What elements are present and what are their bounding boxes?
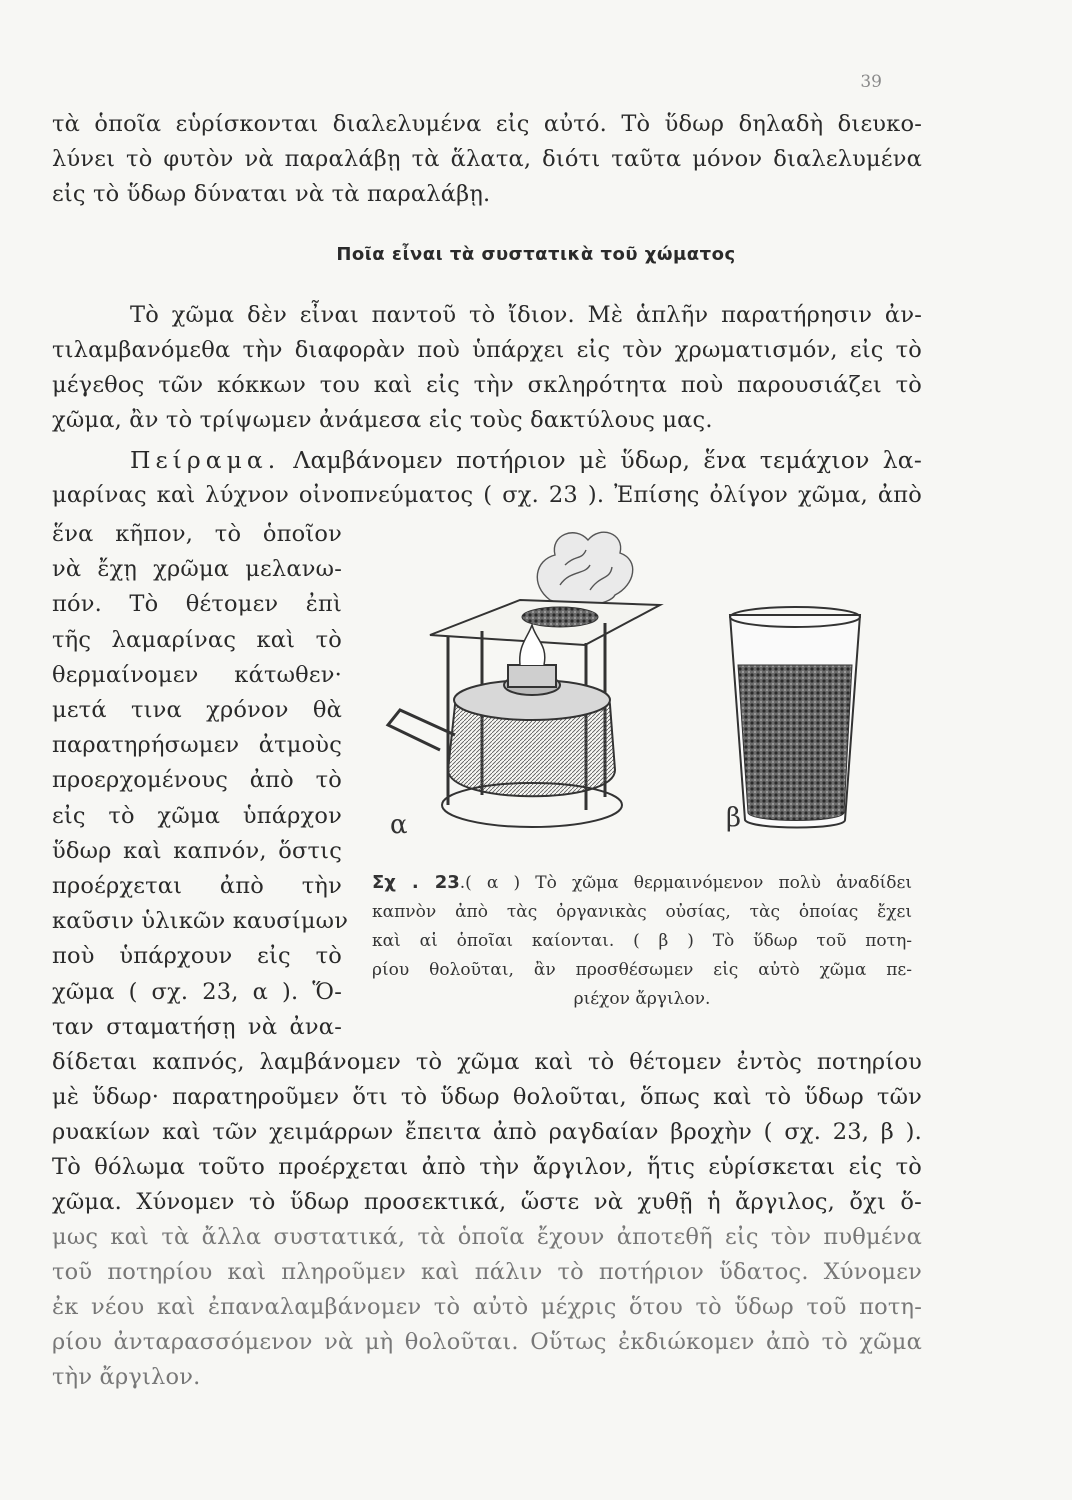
lamp-handle: [388, 710, 455, 750]
text-line: θερμαίνομεν κάτωθεν·: [52, 661, 342, 688]
text-line: μως καὶ τὰ ἄλλα συστατικά, τὰ ὁποῖα ἔχουν ἀποτεθῆ εἰς τὸν πυθμένα: [52, 1224, 922, 1250]
experiment-line: [52, 443, 922, 478]
caption-line: [372, 868, 912, 898]
text-line: τιλαμβανόμεθα τὴν διαφορὰν ποὺ ὑπάρχει εἰς τὸν χρωματισμόν, εἰς τὸ: [52, 337, 922, 363]
text-line: ἐκ νέου καὶ ἐπαναλαμβάνομεν τὸ αὐτὸ μέχρις ὅτου τὸ ὕδωρ τοῦ ποτη-: [52, 1294, 922, 1320]
text-line: Τὸ θόλωμα τοῦτο προέρχεται ἀπὸ τὴν ἄργιλον, ἥτις εὑρίσκεται εἰς τὸ: [52, 1154, 922, 1180]
paragraph-1: [52, 107, 922, 212]
text-line: νὰ ἔχῃ χρῶμα μελανω-: [52, 556, 342, 583]
figure-illustration: [360, 505, 920, 845]
smoke: [537, 532, 632, 605]
experiment-label: Πείραμα.: [130, 446, 281, 474]
text-line: τὰ ὁποῖα εὑρίσκονται διαλελυμένα εἰς αὐτό. Τὸ ὕδωρ δηλαδὴ διευκο-: [52, 111, 922, 137]
caption-line: ρίου θολοῦται, ἂν προσθέσωμεν εἰς αὐτὸ χῶμα πε-: [372, 960, 912, 980]
soil-heap: [522, 607, 598, 627]
text-line: χῶμα, ἂν τὸ τρίψωμεν ἀνάμεσα εἰς τοὺς δακτύλους μας.: [52, 407, 713, 433]
text-line: μέγεθος τῶν κόκκων του καὶ εἰς τὴν σκληρότητα ποὺ παρουσιάζει τὸ: [52, 372, 922, 398]
text-line: Λαμβάνομεν ποτήριον μὲ ὕδωρ, ἕνα τεμάχιον λα-: [293, 446, 923, 474]
text-line: παρατηρήσωμεν ἀτμοὺς: [52, 732, 342, 759]
text-line: τοῦ ποτηρίου καὶ πληροῦμεν καὶ πάλιν τὸ ποτήριον ὕδατος. Χύνομεν: [52, 1259, 922, 1285]
figure-label-a: α: [390, 810, 408, 840]
glass-of-water: [730, 607, 860, 828]
text-line: πόν. Τὸ θέτομεν ἐπὶ: [52, 591, 342, 618]
text-line: ρυακίων καὶ τῶν χειμάρρων ἔπειτα ἀπὸ ραγδαίαν βροχὴν ( σχ. 23, β ).: [52, 1119, 922, 1145]
text-line: Τὸ χῶμα δὲν εἶναι παντοῦ τὸ ἴδιον. Μὲ ἁπλῆν παρατήρησιν ἀν-: [130, 302, 922, 328]
text-line: χῶμα. Χύνομεν τὸ ὕδωρ προσεκτικά, ὥστε νὰ χυθῇ ἡ ἄργιλος, ὄχι ὅ-: [52, 1189, 922, 1215]
caption-line: ριέχον ἄργιλον.: [573, 989, 711, 1009]
text-line: μετά τινα χρόνον θὰ: [52, 697, 342, 724]
text-line: καῦσιν ὑλικῶν καυσίμων: [52, 908, 349, 935]
text-line: δίδεται καπνός, λαμβάνομεν τὸ χῶμα καὶ τὸ θέτομεν ἐντὸς ποτηρίου: [52, 1049, 922, 1075]
paragraph-3: [52, 443, 922, 513]
page-number: 39: [860, 72, 882, 92]
text-line: ποὺ ὑπάρχουν εἰς τὸ: [52, 943, 342, 970]
text-line: ἕνα κῆπον, τὸ ὁποῖον: [52, 521, 342, 547]
text-line: προερχομένους ἀπὸ τὸ: [52, 767, 342, 794]
text-line: χῶμα ( σχ. 23, α ). Ὅ-: [52, 978, 342, 1005]
text-line: τὴν ἄργιλον.: [52, 1364, 201, 1390]
paragraph-4: [52, 1045, 922, 1395]
text-line: ὕδωρ καὶ καπνόν, ὅστις: [52, 837, 342, 864]
paragraph-2: [52, 298, 922, 438]
text-line: εἰς τὸ χῶμα ὑπάρχον: [52, 802, 342, 829]
text-line: προέρχεται ἀπὸ τὴν: [52, 873, 342, 900]
figure-23: [360, 505, 920, 845]
narrow-column: [52, 517, 349, 1045]
caption-label: Σχ . 23: [372, 872, 460, 893]
caption-text: .( α ) Τὸ χῶμα θερμαινόμενον πολὺ ἀναδίδει: [459, 873, 913, 893]
text-line: λύνει τὸ φυτὸν νὰ παραλάβῃ τὰ ἅλατα, διότι ταῦτα μόνον διαλελυμένα: [52, 146, 922, 172]
section-heading: Ποῖα εἶναι τὰ συστατικὰ τοῦ χώματος: [336, 244, 736, 265]
text-line: ταν σταματήσῃ νὰ ἀνα-: [52, 1013, 342, 1040]
figure-caption: [372, 868, 912, 1014]
caption-line: καὶ αἱ ὁποῖαι καίονται. ( β ) Τὸ ὕδωρ τοῦ ποτη-: [372, 931, 912, 951]
text-line: τῆς λαμαρίνας καὶ τὸ: [52, 626, 342, 653]
text-line: μαρίνας καὶ λύχνον οἰνοπνεύματος ( σχ. 23 ). Ἐπίσης ὀλίγον χῶμα, ἀπὸ: [52, 482, 922, 508]
text-line: μὲ ὕδωρ· παρατηροῦμεν ὅτι τὸ ὕδωρ θολοῦται, ὅπως καὶ τὸ ὕδωρ τῶν: [52, 1084, 922, 1110]
figure-label-b: β: [726, 803, 742, 833]
caption-line: καπνὸν ἀπὸ τὰς ὀργανικὰς οὐσίας, τὰς ὁποίας ἔχει: [372, 902, 912, 922]
text-line: ρίου ἀνταρασσόμενον νὰ μὴ θολοῦται. Οὕτως ἐκδιώκομεν ἀπὸ τὸ χῶμα: [52, 1329, 922, 1355]
text-line: εἰς τὸ ὕδωρ δύναται νὰ τὰ παραλάβῃ.: [52, 181, 491, 207]
